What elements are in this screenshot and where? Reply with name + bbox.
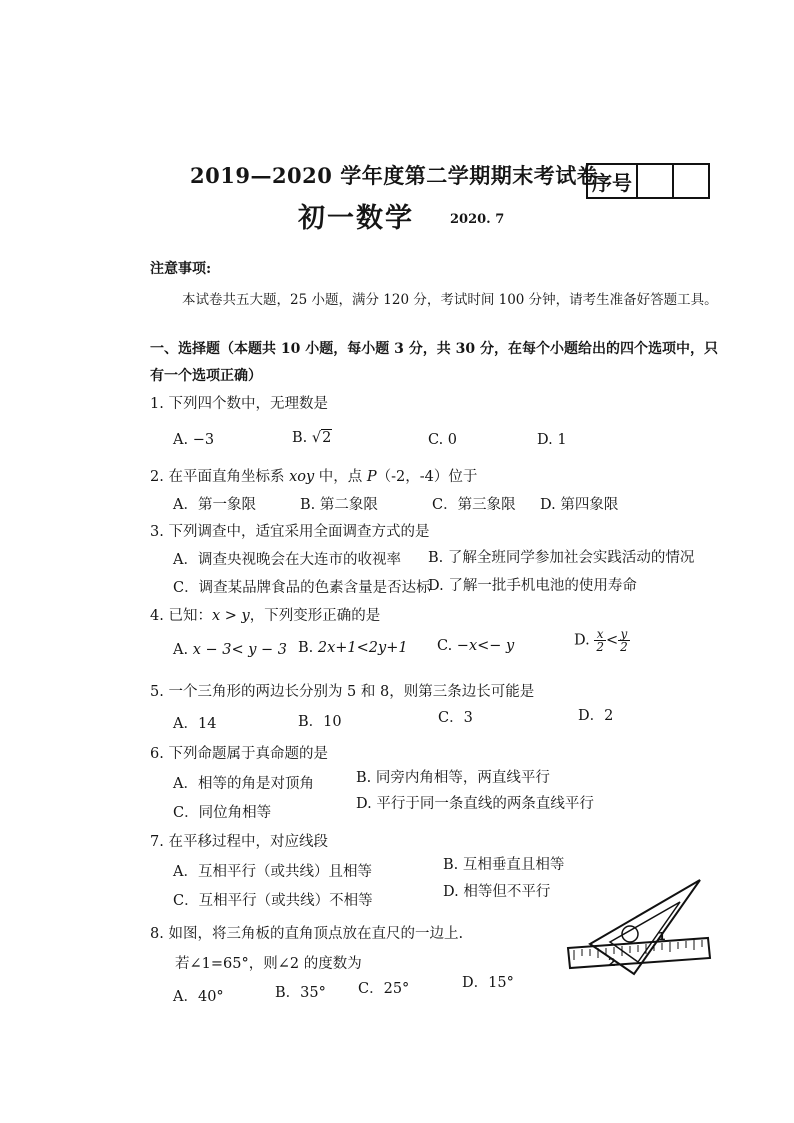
ruler [568,938,710,968]
question-text: （-2，-4）位于 [376,469,478,485]
sequence-cell [638,165,672,197]
question-number: 2. [150,469,164,485]
question-text: 下列命题属于真命题的是 [168,746,328,762]
denominator: 2 [596,640,604,654]
question-text: 中，点 [314,469,367,485]
sequence-cell [672,165,708,197]
q1-option-b [292,430,332,446]
angle-1-label: 1 [658,930,666,943]
question-text: ，下列变形正确的是 [249,608,381,624]
sequence-number-box [586,163,710,199]
triangle-ruler-figure [560,870,720,980]
question-text: 一个三角形的两边长分别为 5 和 8，则第三条边长可能是 [168,684,535,700]
question-text: 下列调查中，适宜采用全面调查方式的是 [168,524,430,540]
variable-xoy: xoy [289,469,315,485]
option-value: 2x+1<2y+1 [317,640,408,656]
numerator: y [618,628,630,641]
q4-option-b [298,640,408,656]
section-heading-cont: 有一个选项正确） [150,368,262,384]
sequence-label: 序号 [588,165,638,197]
option-label: D. [574,632,590,649]
q1-option-c [428,432,457,448]
q7-option-c: C．互相平行（或共线）不相等 [173,893,373,909]
q7-option-d: D. 相等但不平行 [443,884,551,900]
option-label: B. [298,640,314,656]
q4-option-c [437,638,514,654]
question-8-stem-line2: 若∠1=65°，则∠2 的度数为 [175,956,362,972]
denominator: 2 [620,640,628,654]
question-number: 7. [150,834,164,850]
option-label: C. [437,638,453,654]
q3-option-b: B. 了解全班同学参加社会实践活动的情况 [428,550,695,566]
q7-option-a: A．互相平行（或共线）且相等 [173,864,372,880]
angle-2-label: 2 [608,956,616,969]
q8-option-b: B．35° [275,985,326,1001]
option-value: −3 [192,432,215,448]
q2-option-c: C．第三象限 [432,497,516,513]
subject-title: 初一数学 [298,203,414,234]
radicand: 2 [322,430,332,446]
question-6-stem [150,742,328,763]
question-number: 4. [150,608,164,624]
exam-title: 2019—2020 学年度第二学期期末考试卷 [190,163,599,188]
numerator: x [594,628,606,641]
question-number: 8. [150,926,164,942]
question-5-stem [150,680,534,701]
q3-option-c: C．调查某品牌食品的色素含量是否达标 [173,580,431,596]
q2-option-b: B. 第二象限 [300,497,378,513]
question-4-stem [150,604,380,625]
fraction-y-over-2 [618,628,630,653]
q5-option-a: A．14 [173,716,217,732]
q1-option-a [173,432,214,448]
option-label: C. [428,432,444,448]
q6-option-a: A．相等的角是对顶角 [173,776,314,792]
q8-option-a: A．40° [173,989,224,1005]
section-heading: 一、选择题（本题共 10 小题，每小题 3 分，共 30 分，在每个小题给出的四个选项中，只 [150,341,718,357]
q7-option-b: B. 互相垂直且相等 [443,857,565,873]
question-text: 在平移过程中，对应线段 [168,834,328,850]
notes-heading: 注意事项: [150,261,212,277]
q4-option-a [173,642,287,658]
q6-option-b: B. 同旁内角相等，两直线平行 [356,770,550,786]
q2-option-a: A．第一象限 [173,497,256,513]
question-text: 在平面直角坐标系 [168,469,290,485]
question-text: 已知： [168,608,212,624]
question-number: 5. [150,684,164,700]
inequality: x > y [211,608,250,624]
option-value: 0 [447,432,458,448]
option-value: x − 3< y − 3 [192,642,288,658]
q5-option-b: B．10 [298,714,342,730]
q6-option-d: D. 平行于同一条直线的两条直线平行 [356,796,594,812]
q5-option-c: C．3 [438,710,473,726]
q3-option-a: A．调查央视晚会在大连市的收视率 [173,552,401,568]
q1-option-d [537,432,567,448]
q5-option-d: D．2 [578,708,614,724]
option-value: 1 [557,432,567,448]
option-label: D. [537,432,553,448]
q4-option-d [574,628,630,653]
question-number: 3. [150,524,164,540]
fraction-x-over-2 [594,628,606,653]
question-text: 如图，将三角板的直角顶点放在直尺的一边上. [168,926,464,942]
q6-option-c: C．同位角相等 [173,805,272,821]
question-7-stem [150,830,328,851]
question-text: 下列四个数中，无理数是 [168,396,328,412]
question-2-stem [150,465,477,486]
question-number: 6. [150,746,164,762]
question-3-stem [150,520,429,541]
option-label: A. [173,642,189,658]
option-label: A. [173,432,189,448]
option-value: −x<− y [456,638,515,654]
q3-option-d: D. 了解一批手机电池的使用寿命 [428,578,637,594]
notes-text: 本试卷共五大题，25 小题，满分 120 分，考试时间 100 分钟，请考生准备好答题工具。 [182,292,718,308]
exam-date: 2020. 7 [450,212,505,227]
question-number: 1. [150,396,164,412]
q2-option-d: D. 第四象限 [540,497,619,513]
sqrt-expression: √2 [311,430,332,446]
q8-option-c: C．25° [358,981,410,997]
q8-option-d: D．15° [462,975,514,991]
option-label: B. [292,430,308,446]
point-P: P [366,469,377,485]
question-8-stem [150,922,463,943]
less-than: < [605,632,619,649]
question-1-stem [150,392,328,413]
